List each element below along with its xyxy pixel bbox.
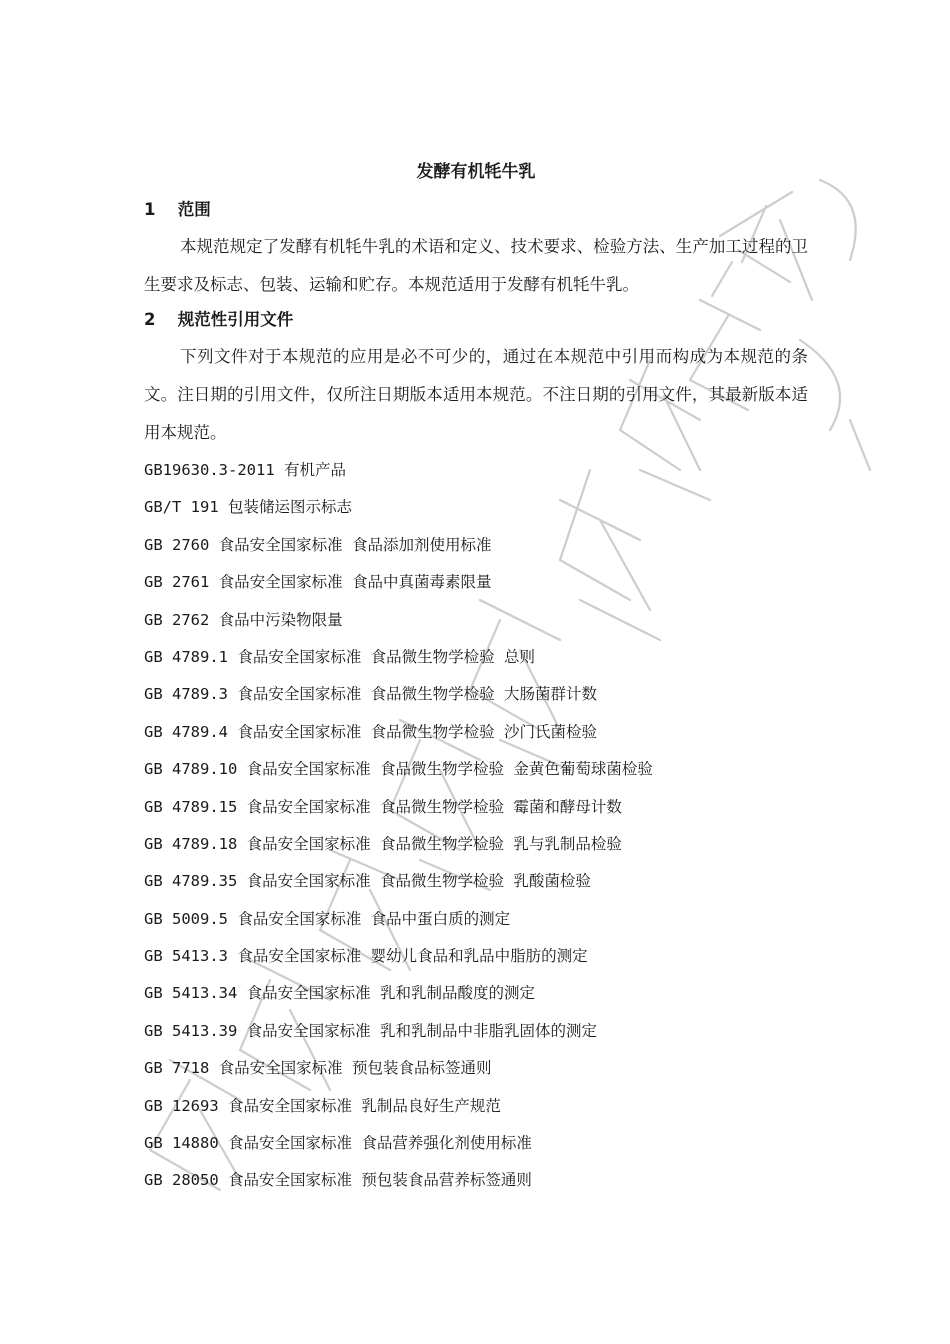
reference-item: GB 28050 食品安全国家标准 预包装食品营养标签通则 (144, 1171, 532, 1190)
reference-item: GB 4789.3 食品安全国家标准 食品微生物学检验 大肠菌群计数 (144, 685, 597, 704)
reference-item: GB 4789.35 食品安全国家标准 食品微生物学检验 乳酸菌检验 (144, 872, 591, 891)
reference-item: GB/T 191 包装储运图示标志 (144, 498, 352, 517)
reference-item: GB 4789.10 食品安全国家标准 食品微生物学检验 金黄色葡萄球菌检验 (144, 760, 653, 779)
section-number: 2 (144, 310, 156, 329)
section-title: 范围 (177, 200, 211, 219)
scope-paragraph: 本规范规定了发酵有机牦牛乳的术语和定义、技术要求、检验方法、生产加工过程的卫生要求及标志、包装、运输和贮存。本规范适用于发酵有机牦牛乳。 (144, 237, 808, 294)
section-title: 规范性引用文件 (177, 310, 294, 329)
reference-item: GB 7718 食品安全国家标准 预包装食品标签通则 (144, 1059, 492, 1078)
section-number: 1 (144, 200, 156, 219)
reference-item: GB 12693 食品安全国家标准 乳制品良好生产规范 (144, 1096, 501, 1115)
reference-item: GB 5413.34 食品安全国家标准 乳和乳制品酸度的测定 (144, 984, 535, 1003)
reference-item: GB 4789.18 食品安全国家标准 食品微生物学检验 乳与乳制品检验 (144, 834, 622, 853)
reference-item: GB 2761 食品安全国家标准 食品中真菌毒素限量 (144, 573, 492, 592)
reference-item: GB19630.3-2011 有机产品 (144, 461, 346, 479)
reference-item: GB 4789.15 食品安全国家标准 食品微生物学检验 霉菌和酵母计数 (144, 797, 622, 816)
reference-item: GB 2762 食品中污染物限量 (144, 610, 343, 629)
section-heading-normative-references (144, 306, 808, 334)
reference-list (144, 452, 808, 1200)
reference-item: GB 5413.3 食品安全国家标准 婴幼儿食品和乳品中脂肪的测定 (144, 947, 588, 966)
document-page (144, 158, 808, 1200)
reference-item: GB 14880 食品安全国家标准 食品营养强化剂使用标准 (144, 1134, 532, 1153)
reference-item: GB 2760 食品安全国家标准 食品添加剂使用标准 (144, 535, 492, 554)
document-title: 发酵有机牦牛乳 (416, 162, 536, 182)
reference-item: GB 4789.4 食品安全国家标准 食品微生物学检验 沙门氏菌检验 (144, 722, 597, 741)
section-heading-scope (144, 196, 808, 224)
reference-item: GB 5413.39 食品安全国家标准 乳和乳制品中非脂乳固体的测定 (144, 1021, 597, 1040)
references-intro-paragraph: 下列文件对于本规范的应用是必不可少的，通过在本规范中引用而构成为本规范的条文。注日期的引用文件，仅所注日期版本适用本规范。不注日期的引用文件，其最新版本适用本规范。 (144, 347, 808, 442)
reference-item: GB 4789.1 食品安全国家标准 食品微生物学检验 总则 (144, 647, 535, 666)
reference-item: GB 5009.5 食品安全国家标准 食品中蛋白质的测定 (144, 909, 511, 928)
